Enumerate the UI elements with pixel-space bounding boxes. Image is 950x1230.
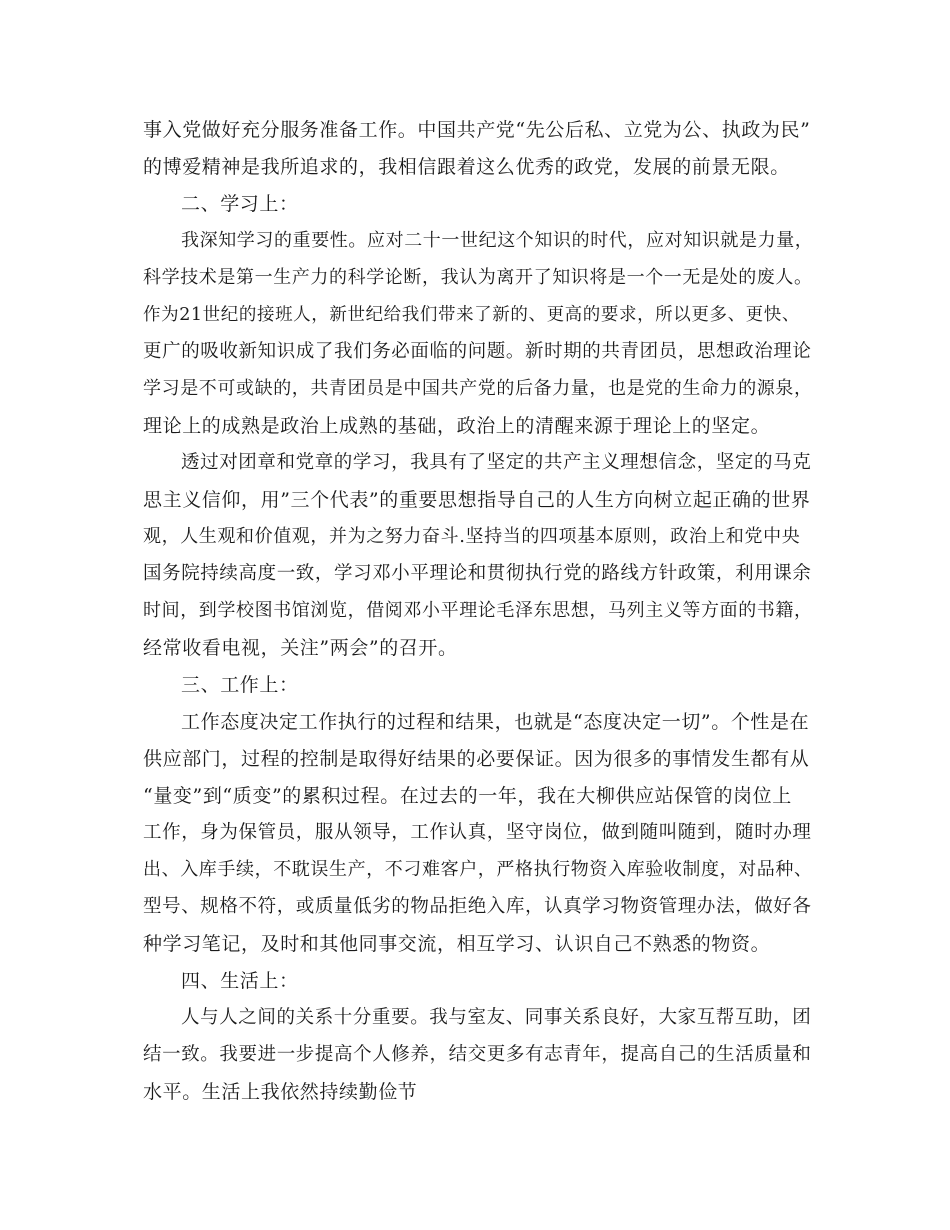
paragraph-line-9: 理论上的成熟是政治上成熟的基础，政治上的清醒来源于理论上的坚定。 [143,415,771,437]
paragraph-line-12: 观，人生观和价值观，并为之努力奋斗.坚持当的四项基本原则，政治上和党中央 [143,526,801,547]
paragraph-line-7: 更广的吸收新知识成了我们务必面临的问题。新时期的共青团员，思想政治理论 [143,341,812,362]
paragraph-line-23: 种学习笔记，及时和其他同事交流，相互学习、认识自己不熟悉的物资。 [143,933,771,955]
paragraph-line-21: 出、入库手续，不耽误生产，不刁难客户，严格执行物资入库验收制度，对品种、 [143,859,813,880]
paragraph-line-19: “量变”到“质变”的累积过程。在过去的一年，我在大柳供应站保管的岗位上 [143,785,792,807]
paragraph-line-2: 的博爱精神是我所追求的，我相信跟着这么优秀的政党，发展的前景无限。 [143,156,790,178]
section-heading-life: 四、生活上： [181,970,299,992]
paragraph-line-26: 结一致。我要进一步提高个人修养，结交更多有志青年，提高自己的生活质量和 [143,1044,812,1065]
section-heading-study: 二、学习上： [181,193,299,215]
paragraph-line-27: 水平。生活上我依然持续勤俭节 [143,1081,418,1103]
paragraph-line-17: 工作态度决定工作执行的过程和结果，也就是“态度决定一切”。个性是在 [181,711,810,733]
paragraph-line-6: 作为21世纪的接班人，新世纪给我们带来了新的、更高的要求，所以更多、更快、 [143,305,800,325]
paragraph-line-15: 经常收看电视，关注”两会”的召开。 [143,637,458,659]
paragraph-line-8: 学习是不可或缺的，共青团员是中国共产党的后备力量，也是党的生命力的源泉， [143,378,813,399]
paragraph-line-11: 思主义信仰，用”三个代表”的重要思想指导自己的人生方向树立起正确的世界 [143,489,811,511]
paragraph-line-20: 工作，身为保管员，服从领导，工作认真，坚守岗位，做到随叫随到，随时办理 [143,822,812,843]
paragraph-line-18: 供应部门，过程的控制是取得好结果的必要保证。因为很多的事情发生都有从 [143,748,810,770]
paragraph-line-1: 事入党做好充分服务准备工作。中国共产党“先公后私、立党为公、执政为民” [143,119,811,141]
paragraph-line-10: 透过对团章和党章的学习，我具有了坚定的共产主义理想信念，坚定的马克 [181,452,812,473]
paragraph-line-13: 国务院持续高度一致，学习邓小平理论和贯彻执行党的路线方针政策，利用课余 [143,563,812,584]
paragraph-line-5: 科学技术是第一生产力的科学论断，我认为离开了知识将是一个一无是处的废人。 [143,267,813,288]
section-heading-work: 三、工作上： [181,674,299,696]
paragraph-line-14: 时间，到学校图书馆浏览，借阅邓小平理论毛泽东思想，马列主义等方面的书籍， [143,600,813,621]
paragraph-line-22: 型号、规格不符，或质量低劣的物品拒绝入库，认真学习物资管理办法，做好各 [143,896,812,917]
paragraph-line-25: 人与人之间的关系十分重要。我与室友、同事关系良好，大家互帮互助，团 [181,1007,812,1028]
paragraph-line-4: 我深知学习的重要性。应对二十一世纪这个知识的时代，应对知识就是力量， [181,230,814,251]
